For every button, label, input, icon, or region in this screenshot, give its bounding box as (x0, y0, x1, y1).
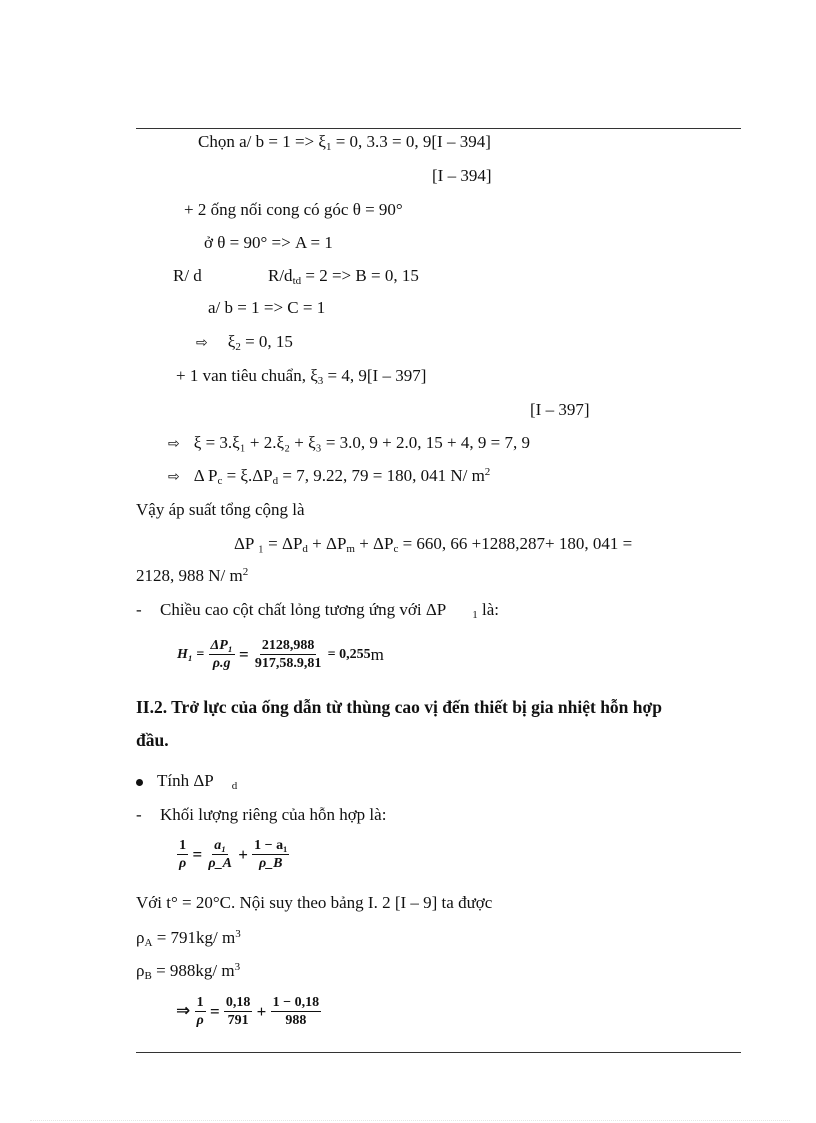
text: II.2. Trở lực của ống dẫn từ thùng cao vị đến thiết bị gia nhiệt hỗn hợp (136, 697, 662, 717)
text: ΔP ₁ = ΔP (234, 534, 303, 553)
numerator: 0,18 (225, 995, 251, 1010)
denominator: ρ.g (212, 656, 231, 671)
text: R/d (268, 266, 293, 285)
implies-arrow-icon: ⇨ (196, 335, 208, 351)
header-rule (136, 128, 741, 129)
xi2-line (196, 332, 293, 353)
ab-c-line (208, 298, 325, 318)
sub: d (231, 780, 238, 792)
xi-sum-line (168, 433, 530, 454)
fraction (195, 994, 206, 1029)
text: = 0, 3.3 = 0, 9[I – 394] (331, 132, 491, 151)
text: R/ d (173, 266, 202, 285)
text: Δ P (193, 466, 218, 485)
density-intro (136, 805, 386, 825)
bullet-icon (136, 779, 143, 786)
text: 2128, 988 N/ m (136, 566, 243, 585)
text: đầu. (136, 730, 169, 750)
sub: c (217, 475, 223, 487)
text: Chiều cao cột chất lỏng tương ứng với ΔP (160, 600, 447, 619)
equals: = (238, 645, 249, 664)
section-heading (136, 697, 662, 717)
ref-394 (432, 166, 491, 186)
text: Khối lượng riêng của hỗn hợp là: (160, 805, 387, 824)
rd-td-line (268, 266, 419, 286)
rho-a-line (136, 928, 241, 948)
sub: 1 (472, 609, 478, 621)
text: = 7, 9.22, 79 = 180, 041 N/ m (278, 466, 485, 485)
text: + ΔP (307, 534, 347, 553)
sub: A (144, 937, 153, 949)
numerator: 1 (179, 838, 187, 853)
plus: + (238, 845, 248, 864)
text: + 1 van tiêu chuẩn, ξ (176, 366, 318, 385)
denominator: ρ (196, 1013, 204, 1028)
numerator: 1 − 0,18 (272, 995, 320, 1010)
denominator: 791 (227, 1013, 249, 1028)
text: Tính ΔP (157, 771, 214, 790)
numerator: 1 − a₁ (254, 838, 288, 853)
sup: 2 (242, 566, 249, 578)
valve-line (176, 366, 426, 386)
section-heading-cont (136, 730, 169, 750)
text: = 660, 66 +1288,287+ 180, 041 = (398, 534, 633, 553)
sup: 3 (235, 928, 241, 940)
total-pressure-eq (234, 534, 632, 554)
page-edge-dots (30, 1120, 790, 1121)
fraction (252, 837, 289, 872)
rho-b-line (136, 961, 240, 981)
interpolation-line (136, 893, 492, 913)
footer-rule (136, 1052, 741, 1053)
result: = 0,255 (327, 647, 371, 662)
text: ở θ = 90° => A = 1 (204, 233, 333, 252)
denominator: ρ_A (208, 856, 232, 871)
text: [I – 397] (530, 400, 590, 419)
sub: m (346, 543, 355, 555)
numerator: a₁ (214, 838, 227, 853)
text: = ξ.ΔP (222, 466, 273, 485)
fraction (177, 837, 188, 872)
text: ξ = 3.ξ₁ + 2.ξ₂ + ξ₃ = 3.0, 9 + 2.0, 15 + 4, 9 = 7, 9 (193, 433, 530, 452)
text: = 4, 9[I – 397] (323, 366, 427, 385)
sup: 3 (234, 961, 241, 973)
text: = 988kg/ m (151, 961, 235, 980)
angle-line (204, 233, 333, 253)
density-substitution (176, 994, 321, 1030)
text: = 2 => B = 0, 15 (301, 266, 419, 285)
text: + 2 ống nối cong có góc θ = 90° (184, 200, 403, 219)
density-formula (177, 837, 289, 873)
fraction (253, 637, 324, 672)
eq-lhs: H₁ = (177, 647, 205, 662)
numerator: 2128,988 (261, 638, 315, 653)
denominator: ρ_B (258, 856, 283, 871)
text: a/ b = 1 => C = 1 (208, 298, 326, 317)
denominator: ρ (179, 856, 187, 871)
rd-label (173, 266, 202, 286)
text: ξ (227, 332, 236, 351)
text: [I – 394] (432, 166, 492, 185)
total-pressure-intro (136, 500, 305, 520)
denominator: 917,58.9,81 (254, 656, 322, 671)
bullet-delta-pd (136, 771, 237, 791)
sub: td (292, 275, 302, 287)
text: ρ (136, 928, 145, 947)
fraction (206, 837, 234, 872)
sub: d (302, 543, 308, 555)
sub: d (272, 475, 279, 487)
fraction (224, 994, 253, 1029)
text: là: (477, 600, 499, 619)
dash: - (136, 805, 142, 824)
sub: 3 (317, 375, 324, 387)
implies-arrow-icon: ⇨ (168, 469, 180, 485)
delta-pc-line (168, 466, 490, 487)
equals: = (209, 1002, 220, 1021)
text: Vậy áp suất tổng cộng là (136, 500, 305, 519)
sup: 2 (484, 466, 491, 478)
plus: + (256, 1002, 267, 1021)
denominator: 988 (285, 1013, 307, 1028)
fraction (209, 637, 235, 672)
implies-arrow-icon: ⇨ (168, 436, 180, 452)
sub: 1 (325, 141, 332, 153)
text: Với t° = 20°C. Nội suy theo bảng I. 2 [I – 9] ta được (136, 893, 493, 912)
text: Chọn a/ b = 1 => ξ (198, 132, 326, 151)
unit: m (370, 645, 384, 664)
sub: c (393, 543, 399, 555)
fraction (271, 994, 321, 1029)
sub: B (144, 970, 152, 982)
ref-397 (530, 400, 589, 420)
equals: = (192, 845, 203, 864)
choose-ab-line (198, 132, 491, 152)
text: = 791kg/ m (152, 928, 236, 947)
text: = 0, 15 (240, 332, 293, 351)
sub: 2 (235, 341, 241, 353)
bend-pipes-line (184, 200, 403, 220)
text: + ΔP (354, 534, 394, 553)
dash: - (136, 600, 142, 619)
numerator: ΔP₁ (210, 638, 233, 653)
implies-arrow-icon: ⇒ (176, 1001, 191, 1021)
numerator: 1 (196, 995, 204, 1010)
liquid-height-line (136, 600, 499, 620)
text: ρ (136, 961, 145, 980)
height-equation (177, 637, 384, 673)
total-pressure-result (136, 566, 248, 586)
